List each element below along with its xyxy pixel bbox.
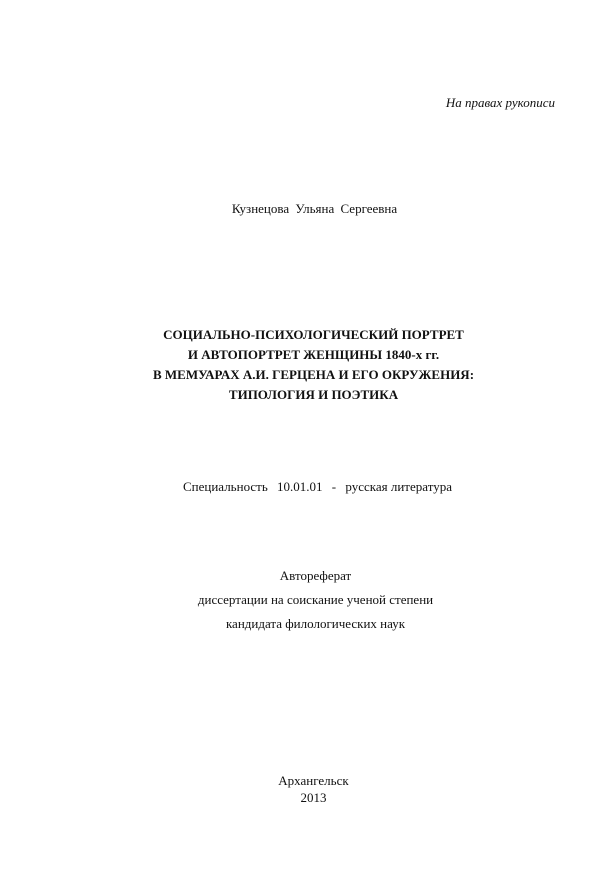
place-and-year bbox=[0, 772, 601, 806]
rights-note: На правах рукописи bbox=[445, 95, 555, 110]
abstract-line: кандидата филологических наук bbox=[225, 616, 406, 631]
city: Архангельск bbox=[278, 773, 349, 788]
abstract-line: диссертации на соискание ученой степени bbox=[197, 592, 434, 607]
title-line: И АВТОПОРТРЕТ ЖЕНЩИНЫ 1840-х гг. bbox=[187, 347, 440, 362]
year: 2013 bbox=[300, 790, 327, 805]
title-line: ТИПОЛОГИЯ И ПОЭТИКА bbox=[228, 387, 399, 402]
author-name: Кузнецова Ульяна Сергеевна bbox=[231, 201, 398, 216]
abstract-line: Автореферат bbox=[279, 568, 352, 583]
dissertation-title bbox=[0, 325, 601, 405]
specialty-code: 10.01.01 bbox=[277, 479, 323, 494]
title-line: В МЕМУАРАХ А.И. ГЕРЦЕНА И ЕГО ОКРУЖЕНИЯ: bbox=[152, 367, 475, 382]
specialty-separator: - bbox=[331, 479, 337, 494]
abstract-block bbox=[0, 564, 601, 636]
title-line: СОЦИАЛЬНО-ПСИХОЛОГИЧЕСКИЙ ПОРТРЕТ bbox=[163, 327, 464, 342]
specialty-label: Специальность bbox=[183, 479, 268, 494]
specialty-name: русская литература bbox=[345, 479, 452, 494]
specialty-line bbox=[0, 479, 601, 495]
